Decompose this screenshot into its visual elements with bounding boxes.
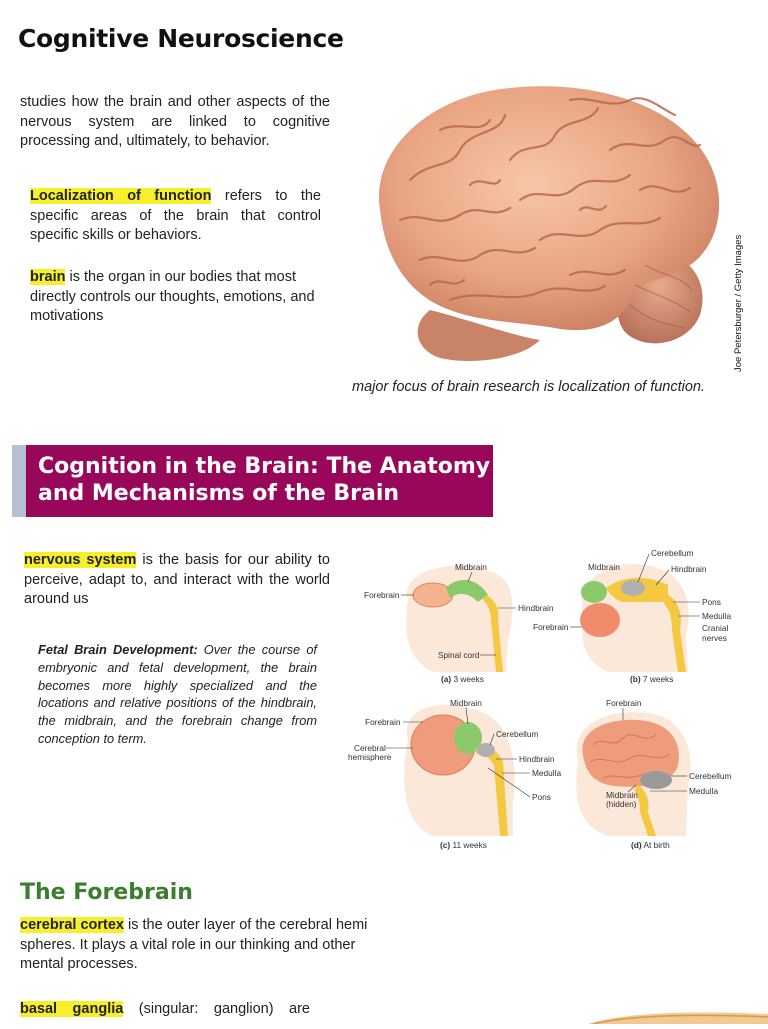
label-cerebral-c-1: Cerebral [354, 743, 386, 753]
nervous-term: nervous system [24, 552, 137, 568]
forebrain-heading: The Forebrain [20, 880, 193, 905]
brain-term: brain [30, 269, 66, 285]
label-cerebellum-c: Cerebellum [496, 729, 539, 739]
development-diagram [338, 540, 768, 860]
cortex-paragraph [20, 916, 392, 975]
label-pons-c: Pons [532, 792, 551, 802]
brain-illustration [340, 60, 732, 372]
label-midbrain-d-2: (hidden) [606, 799, 637, 809]
nervous-paragraph [24, 551, 330, 610]
banner-accent [12, 445, 26, 517]
section-banner [26, 445, 493, 517]
label-spinal-a: Spinal cord [438, 650, 480, 660]
svg-text:(b) 7 weeks [630, 674, 673, 684]
label-cerebral-c-2: hemisphere [348, 752, 392, 762]
svg-text:(c) 11 weeks [440, 840, 487, 850]
partial-image [588, 1008, 768, 1024]
label-forebrain-b: Forebrain [533, 622, 569, 632]
cap-text-a: 3 weeks [451, 674, 484, 684]
label-pons-b: Pons [702, 597, 721, 607]
svg-text:(d) At birth [631, 840, 670, 850]
brain-photo [340, 60, 732, 372]
banner-line-1: Cognition in the Brain: The Anatomy [38, 454, 491, 479]
cortex-term: cerebral cortex [20, 917, 124, 933]
label-midbrain-c: Midbrain [450, 698, 482, 708]
panel-at-birth [576, 698, 731, 850]
cap-letter-b: (b) [630, 674, 641, 684]
cap-text-b: 7 weeks [640, 674, 674, 684]
localization-text: refers to the specific areas of the brain that control specific skills or behaviors. [30, 188, 321, 243]
label-cranial-b-1: Cranial [702, 623, 729, 633]
label-forebrain-d: Forebrain [606, 698, 642, 708]
label-cerebellum-d: Cerebellum [689, 771, 732, 781]
label-medulla-c: Medulla [532, 768, 562, 778]
photo-caption: major focus of brain research is localization of function. [352, 379, 706, 395]
intro-text: studies how the brain and other aspects of the nervous system are linked to cognitive processing and, ultimately, to behavior. [20, 94, 330, 149]
fetal-paragraph [38, 641, 317, 748]
nervous-text: is the basis for our ability to perceive, adapt to, and interact with the world around us [24, 552, 330, 607]
panel-11-weeks [348, 698, 561, 850]
bottom-image-edge [588, 1008, 768, 1024]
basal-paragraph [20, 1000, 310, 1020]
label-medulla-b: Medulla [702, 611, 732, 621]
label-midbrain-a: Midbrain [455, 562, 487, 572]
label-hindbrain-a: Hindbrain [518, 603, 554, 613]
fetal-text: Over the course of embryonic and fetal development, the brain becomes more highly specialized and the locations and relative positions of the hindbrain, the midbrain, and the forebrain change from conception to term. [38, 642, 317, 746]
label-cranial-b-2: nerves [702, 633, 727, 643]
panel-3-weeks [364, 562, 554, 684]
fetal-lead: Fetal Brain Development: [38, 642, 198, 657]
label-midbrain-b: Midbrain [588, 562, 620, 572]
cap-text-d: At birth [641, 840, 670, 850]
cortex-text: is the outer layer of the cerebral hemi spheres. It plays a vital role in our thinking and other mental processes. [20, 917, 368, 972]
page-title: Cognitive Neuroscience [18, 24, 344, 53]
basal-text: (singular: ganglion) are [123, 1001, 310, 1017]
cap-letter-d: (d) [631, 840, 642, 850]
brain-development-figure [338, 540, 768, 860]
svg-text:(a) 3 weeks [441, 674, 484, 684]
label-hindbrain-b: Hindbrain [671, 564, 707, 574]
panel-7-weeks [533, 548, 731, 684]
intro-paragraph [20, 93, 330, 152]
label-hindbrain-c: Hindbrain [519, 754, 555, 764]
brain-text: is the organ in our bodies that most directly controls our thoughts, emotions, and motivations [30, 269, 315, 324]
cap-letter-c: (c) [440, 840, 451, 850]
banner-line-2: and Mechanisms of the Brain [38, 481, 400, 506]
label-forebrain-a: Forebrain [364, 590, 400, 600]
brain-paragraph [30, 268, 320, 327]
label-midbrain-d-1: Midbrain [606, 790, 638, 800]
localization-paragraph [30, 187, 321, 246]
label-cerebellum-b: Cerebellum [651, 548, 694, 558]
label-medulla-d: Medulla [689, 786, 719, 796]
label-forebrain-c: Forebrain [365, 717, 401, 727]
cap-letter-a: (a) [441, 674, 452, 684]
photo-credit: Joe Petersburger / Getty Images [733, 234, 744, 372]
basal-term: basal ganglia [20, 1001, 124, 1017]
localization-term: Localization of function [30, 188, 212, 204]
cap-text-c: 11 weeks [450, 840, 487, 850]
